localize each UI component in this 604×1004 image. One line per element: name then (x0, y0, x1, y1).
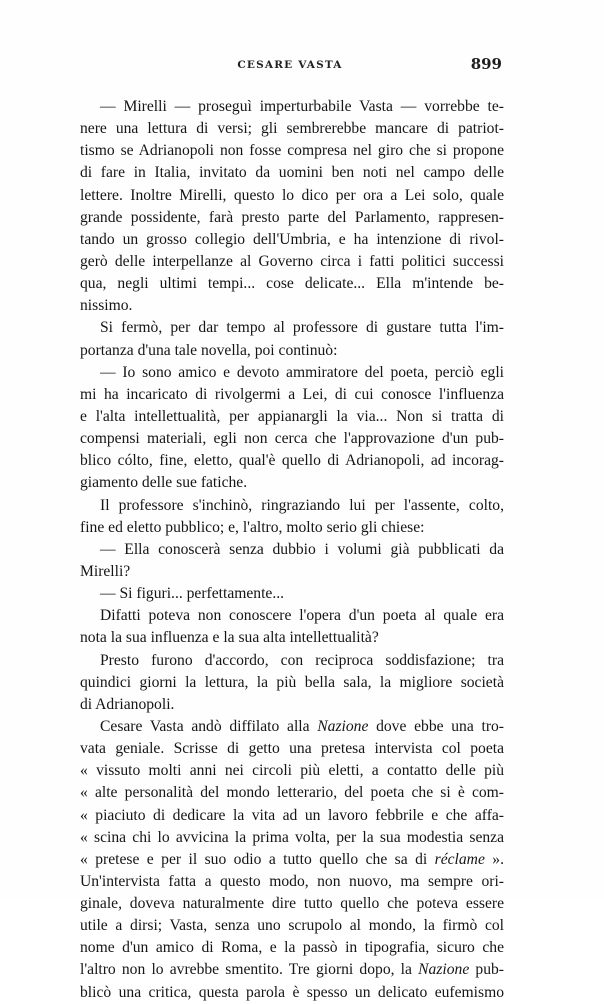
text-line: gerò delle interpellanze al Governo circa i fatti politici successi (80, 252, 504, 270)
italic-title: réclame (434, 850, 485, 868)
text-segment: pub- (469, 961, 505, 979)
text-line: qua, negli ultimi tempi... cose delicate... Ella m'intende be- (80, 275, 504, 293)
text-segment: Cesare Vasta andò diffilato alla (100, 717, 318, 735)
text-line: « alte personalità del mondo letterario, del poeta che si è com- (80, 784, 504, 802)
text-line: « scina chi lo avvicina la prima volta, per la sua modestia senza (80, 828, 504, 846)
body-text (80, 96, 504, 1004)
text-line: e l'alta intellettualità, per appianargli la via... Non si tratta di (80, 407, 504, 425)
page-number: 899 (470, 55, 502, 73)
text-line (80, 716, 504, 738)
text-line: vata geniale. Scrisse di getto una pretesa intervista col poeta (80, 740, 504, 758)
text-line: di fare in Italia, invitato da uomini ben noti nel campo delle (80, 164, 504, 182)
text-line: blico cólto, fine, eletto, qual'è quello di Adrianopoli, ad incorag- (80, 452, 504, 470)
text-line: compensi materiali, egli non cerca che l'approvazione d'un pub- (80, 430, 504, 448)
text-segment: dove ebbe una tro- (368, 717, 504, 735)
text-line: Mirelli? (80, 562, 131, 580)
text-segment: l'altro non lo avrebbe smentito. Tre giorni dopo, la (80, 961, 419, 979)
text-line: — Si figuri... perfettamente... (100, 585, 285, 603)
text-line: Il professore s'inchinò, ringraziando lui per l'assente, colto, (100, 496, 504, 514)
text-segment: « pretese e per il suo odio a tutto quello che sa di (80, 850, 435, 868)
text-line: utile a dirsi; Vasta, senza uno scrupolo al mondo, la firmò col (80, 917, 504, 935)
text-line: Si fermò, per dar tempo al professore di gustare tutta l'im- (100, 319, 504, 337)
text-line: Presto furono d'accordo, con reciproca soddisfazione; tra (100, 651, 504, 669)
text-line: Difatti poteva non conoscere l'opera d'un poeta al quale era (100, 607, 504, 625)
text-line: — Mirelli — proseguì imperturbabile Vasta — vorrebbe te- (100, 98, 504, 115)
italic-title: Nazione (317, 717, 369, 735)
text-line (80, 849, 504, 871)
text-line: giamento delle sue fatiche. (80, 474, 248, 492)
text-line: nome d'un amico di Roma, e la passò in tipografia, sicuro che (80, 939, 504, 957)
running-title: CESARE VASTA (237, 59, 343, 71)
text-line: ginale, doveva naturalmente dire tutto quello che poteva essere (80, 895, 504, 913)
text-line: fine ed eletto pubblico; e, l'altro, molto serio gli chiese: (80, 518, 425, 536)
italic-title: Nazione (418, 961, 470, 979)
text-line: nissimo. (80, 297, 133, 315)
text-line: tando un grosso collegio dell'Umbria, e ha intenzione di rivol- (80, 230, 504, 248)
text-line: nota la sua influenza e la sua alta intellettualità? (80, 629, 379, 647)
text-line: mi ha incaricato di rivolgermi a Lei, di cui conosce l'influenza (80, 385, 504, 403)
text-line: — Ella conoscerà senza dubbio i volumi già pubblicati da (100, 540, 504, 558)
text-line: tismo se Adrianopoli non fosse compresa nel giro che si propone (80, 142, 504, 160)
text-line: — Io sono amico e devoto ammiratore del poeta, perciò egli (100, 363, 504, 381)
text-line: grande possidente, farà presto parte del Parlamento, rappresen- (80, 208, 504, 226)
text-line: quindici giorni la lettura, la più bella sala, la migliore società (80, 673, 504, 691)
text-line: portanza d'una tale novella, poi continuò: (80, 341, 338, 359)
text-line: Un'intervista fatta a questo modo, non nuovo, ma sempre ori- (80, 872, 504, 890)
page-header (78, 55, 502, 79)
text-line: « vissuto molti anni nei circoli più eletti, a contatto delle più (80, 762, 504, 780)
text-segment: ». (484, 850, 504, 868)
text-line: nere una lettura di versi; gli sembrerebbe mancare di patriot- (80, 120, 504, 138)
text-line: blicò una critica, questa parola è spesso un delicato eufemismo (80, 983, 504, 1001)
text-line (80, 959, 504, 981)
text-line: « piaciuto di dedicare la vita ad un lavoro febbrile e che affa- (80, 806, 504, 824)
text-line: lettere. Inoltre Mirelli, questo lo dico per ora a Lei solo, quale (80, 186, 504, 204)
text-line: di Adrianopoli. (80, 695, 175, 713)
